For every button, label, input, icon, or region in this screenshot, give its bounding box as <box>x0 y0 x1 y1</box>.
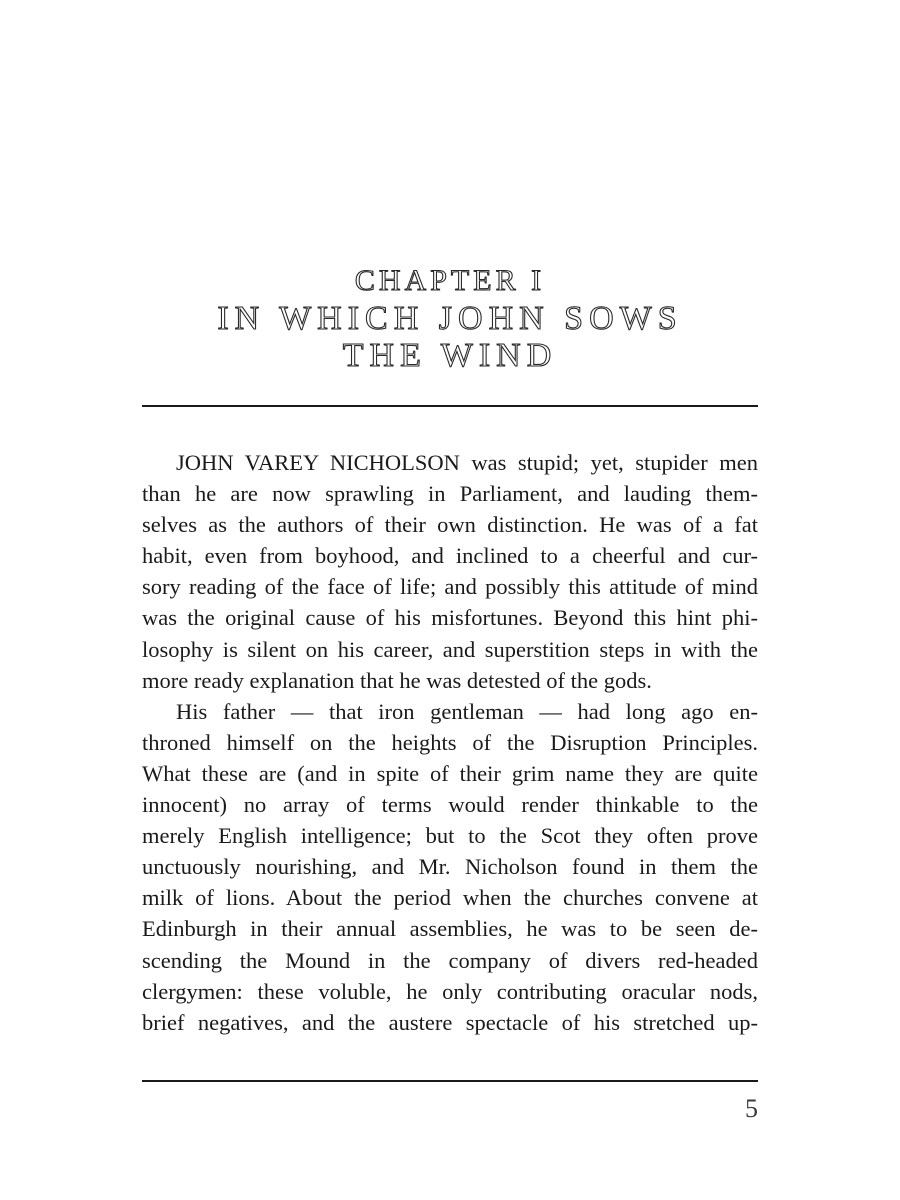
text-line: brief negatives, and the austere spectacle of his stretched up- <box>142 1009 758 1035</box>
chapter-title-line-1: IN WHICH JOHN SOWS <box>217 300 683 337</box>
bottom-divider <box>142 1080 758 1082</box>
body-text <box>142 447 758 1038</box>
text-line: sory reading of the face of life; and possibly this attitude of mind <box>142 574 758 600</box>
text-line: scending the Mound in the company of divers red-headed <box>142 947 758 973</box>
text-line: His father — that iron gentleman — had long ago en- <box>176 698 758 724</box>
text-line: losophy is silent on his career, and superstition steps in with the <box>142 636 758 662</box>
text-line: selves as the authors of their own distinction. He was of a fat <box>142 512 758 538</box>
text-line: JOHN VAREY NICHOLSON was stupid; yet, stupider men <box>176 450 758 475</box>
text-line: throned himself on the heights of the Disruption Principles. <box>142 729 758 755</box>
chapter-heading <box>142 262 758 374</box>
text-line: unctuously nourishing, and Mr. Nicholson found in them the <box>142 854 758 880</box>
text-line: merely English intelligence; but to the Scot they often prove <box>142 823 758 849</box>
chapter-title-line-2: THE WIND <box>342 337 558 374</box>
text-line: more ready explanation that he was detested of the gods. <box>142 667 652 693</box>
text-line: innocent) no array of terms would render thinkable to the <box>142 792 758 818</box>
text-line: Edinburgh in their annual assemblies, he was to be seen de- <box>142 916 758 942</box>
text-line: What these are (and in spite of their grim name they are quite <box>142 760 758 786</box>
text-line: was the original cause of his misfortunes. Beyond this hint phi- <box>142 605 758 631</box>
chapter-number: CHAPTER I <box>354 264 546 297</box>
top-divider <box>142 405 758 407</box>
text-line: clergymen: these voluble, he only contributing oracular nods, <box>142 978 758 1004</box>
text-line: milk of lions. About the period when the churches convene at <box>142 885 758 911</box>
text-line: habit, even from boyhood, and inclined to a cheerful and cur- <box>142 543 758 569</box>
page-number: 5 <box>745 1094 758 1123</box>
text-line: than he are now sprawling in Parliament, and lauding them- <box>142 481 758 507</box>
